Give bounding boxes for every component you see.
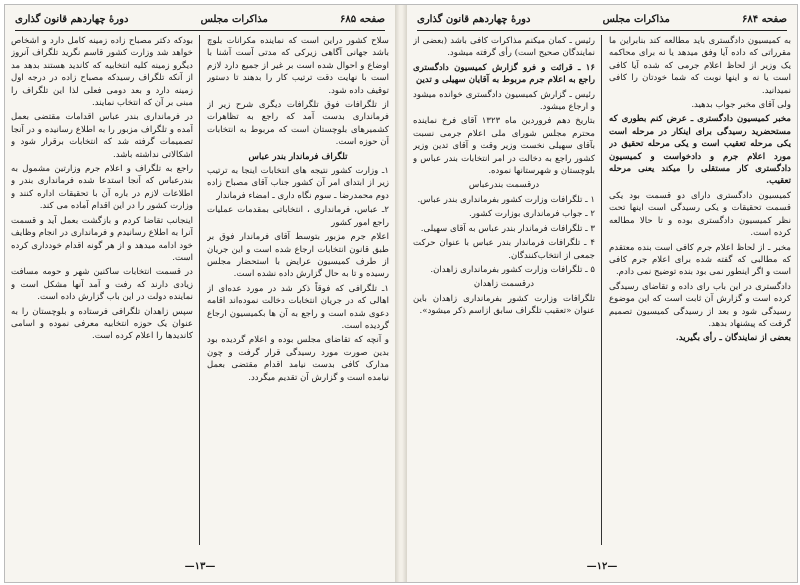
paragraph: در فرمانداری بندر عباس اقدامات مقتضی بعمل آمده و تلگراف مزبور را به اطلاع رسانیده و در آنجا تصمیمات گرفته شد که انتخابات برقرار شود و اشکالاتی نداشته باشد. <box>11 112 193 160</box>
paragraph: بتاریخ دهم فروردین ماه ۱۳۲۳ آقای فرخ نماینده محترم مجلس شورای ملی اعلام جرمی نسبت بآقای سهیلی نخست وزیر وقت و آقای تدین وزیر کشور راجع به دخالت در امر انتخابات بندر عباس و بلوچستان و شهرستانها نموده. <box>413 116 595 177</box>
paragraph: کمیسیون دادگستری دارای دو قسمت بود یکی قسمت تحقیقات و یکی رسیدگی است اینها تحت نظر کمیسیون دادگستری بوده و تا حالا مطالعه کرده است. <box>609 190 791 239</box>
header-rule <box>417 30 787 31</box>
paragraph: تلگرافات وزارت کشور بفرمانداری زاهدان باین عنوان «تعقیب تلگراف سابق ازاسم ذکر میشود». <box>413 293 595 317</box>
header-title: دورهٔ چهاردهم قانون گذاری <box>417 13 531 25</box>
list-item: ۳ ـ تلگرافات فرماندار بندر عباس به آقای سهیلی. <box>420 223 595 234</box>
paragraph: ۲ـ عباس، فرمانداری ، انتخاباتی بمقدمات عملیات راجع امور کشور <box>207 205 389 228</box>
page-number-label: صفحه ۶۸۴ <box>742 13 787 25</box>
page-header <box>15 11 385 27</box>
paragraph: از تلگرافات فوق تلگرافات دیگری شرح زیر از فرمانداری بدست آمد که راجع به تظاهرات کشمیرهای بلوچستان است که مربوط به انتخابات آن حوزه است. <box>207 100 389 148</box>
section-heading: ۱۶ ـ قرائت و فرو گزارش کمیسیون دادگستری راجع به اعلام جرم مربوط به آقایان سهیلی و تدین <box>413 62 595 86</box>
header-center: مذاکرات مجلس <box>200 13 268 25</box>
header-rule <box>15 30 385 31</box>
paragraph: اینجانب تقاضا کردم و بازگشت بعمل آید و قسمت آنرا به اطلاع رسانیدم و فرمانداری در انجام وظایف خود ادامه میدهد و از هر گونه اقدام خودداری کرده است. <box>11 215 193 263</box>
text-column-left <box>413 35 595 545</box>
column-divider <box>199 35 200 545</box>
right-page <box>407 5 797 582</box>
paragraph: بودکه دکتر مصباح زاده زمینه کامل دارد و اشخاص خواهد شد وزارت کشور قاسم نگرید تلگراف آنروز دیگرو زمینه کلیه انتخابیه که کاندید هستند بدهد مد از آنکه تلگراف رسیدکه مصباح زاده در درجه اول زمینه دارد و بعد دومی فعلی لذا این تلگراف را مبنی بر آن که انتخاب نمایند. <box>11 36 193 109</box>
list-item: ۴ ـ تلگرافات فرماندار بندر عباس با عنوان حرکت جمعی از انتخاب‌کنندگان. <box>413 238 595 261</box>
paragraph: رئیس ـ کمان میکنم مذاکرات کافی باشد (بعضی از نمایندگان صحیح است) رأی گرفته میشود. <box>413 36 595 59</box>
section-heading: تلگراف فرماندار بندر عباس <box>248 151 348 162</box>
list-item: ۲ ـ جواب فرمانداری بوزارت کشور. <box>469 209 595 220</box>
list-item: ۵ ـ تلگرافات وزارت کشور بفرمانداری زاهدان. <box>430 264 595 275</box>
subsection-heading: درقسمت زاهدان <box>473 279 535 290</box>
document-spread <box>4 4 798 583</box>
header-title: دورهٔ چهاردهم قانون گذاری <box>15 13 129 25</box>
paragraph: راجع به تلگراف و اعلام جرم وزارتین مشمول به بندرعباس که آنجا استدعا شده فرمانداری بندر و اطلاعات لازم در باره آن با تحقیقات اداره کنند و وزارت کشور را در این اقدام آماده می کند. <box>11 164 193 212</box>
paragraph: به کمیسیون دادگستری باید مطالعه کند بنابراین ما مقرراتی که داده آیا وفق میدهد یا نه برای محاکمه یک وزیر از لحاظ اعلام جرمی که شده آیا کافی است یا نه و اینها نوبت که شما خودتان را کافی نمیدانید. <box>609 36 791 96</box>
paragraph: ولی آقای مخبر جواب بدهید. <box>691 100 791 111</box>
list-item: ۱ ـ تلگرافات وزارت کشور بفرمانداری بندر عباس. <box>417 194 595 205</box>
paragraph: سلاح کشور دراین است که نماینده مکرانات بلوچ باشد جهانی آگاهی زیرکی که مدتی آست آشنا با اوضاع و احوال شده است بر غیر از جمیع دارد لازم است با نهایت دقت ترتیب کار را بدهند تا دستور توقیف داده شود. <box>207 36 389 96</box>
subsection-heading: درقسمت بندرعباس <box>468 180 540 191</box>
text-column-right <box>609 35 791 545</box>
page-header <box>417 11 787 27</box>
header-center: مذاکرات مجلس <box>602 13 670 25</box>
speaker-paragraph: بعضی از نمایندگان ـ رأی بگیرید. <box>675 333 791 344</box>
paragraph: اعلام جرم مزبور بتوسط آقای فرماندار فوق بر طبق قانون انتخابات ارجاع شده است و این جریان از طرف کمیسیون عرایض با استحضار مجلس رسیده و تا به حال گزارش داده نشده است. <box>207 232 389 280</box>
paragraph: مخبر ـ از لحاظ اعلام جرم کافی است بنده معتقدم که مطالبی که گفته شده برای اعلام جرم کافی است و اگر اینطور نمی بود بنده توضیح نمی دادم. <box>609 242 791 278</box>
page-footer-number: —۱۲— <box>586 561 618 572</box>
page-footer-number: —۱۳— <box>184 561 216 572</box>
paragraph: ۱ـ تلگرافی که فوقاً ذکر شد در مورد عده‌ای از اهالی که در جریان انتخابات دخالت نموده‌اند اقامه دعوی شده است و راجع به آن ها بکمیسیون ارجاع گردیده است. <box>207 283 389 331</box>
paragraph: در قسمت انتخابات ساکنین شهر و حومه مسافت زیادی دارند که رفت و آمد آنها مشکل است و نماینده دولت در این باب گزارش داده است. <box>11 267 193 303</box>
paragraph: سپس زاهدان تلگرافی فرستاده و بلوچستان را به عنوان یک حوزه انتخابیه معرفی نموده و اسامی کاندیدها را اعلام کرده است. <box>11 306 193 342</box>
page-number-label: صفحه ۶۸۵ <box>340 13 385 25</box>
paragraph: دادگستری در این باب رای داده و تقاضای رسیدگی کرده است و گزارش آن ثابت است که این موضوع رسیدگی شود و بعد از رسیدگی کمیسیون تصمیم گرفت که پیشنهاد بدهد. <box>609 281 791 329</box>
paragraph: و آنچه که تقاضای مجلس بوده و اعلام گردیده بود بدین صورت مورد رسیدگی قرار گرفت و چون مدارک کافی بدست نیامد اقدام مقتضی بعمل نیامده است و گزارش آن تقدیم میگردد. <box>207 335 389 383</box>
paragraph: ۱ـ وزارت کشور نتیجه های انتخابات اینجا به ترتیب زیر از ابتدای امر آن کشور جناب آقای مصباح زاده دوم محمدرضا ـ سوم نگاه داری ـ امضاء فرماندار <box>207 166 389 201</box>
text-column-right <box>207 35 389 545</box>
left-page <box>5 5 395 582</box>
column-divider <box>601 35 602 545</box>
speaker-paragraph: مخبر کمیسیون دادگستری ـ عرض کنم بطوری که مستحضرید رسیدگی برای اینکار در مرحله است یکی مرحله تعقیب است و یکی مرحله تحقیق در مورد اعلام جرم و دادخواست و کمیسیون دادگستری کار مستقلی را میکند یعنی مرحله تعقیب. <box>609 114 791 187</box>
text-column-left <box>11 35 193 545</box>
paragraph: رئیس ـ گزارش کمیسیون دادگستری خوانده میشود و ارجاع میشود. <box>413 89 595 113</box>
book-gutter <box>395 5 407 582</box>
